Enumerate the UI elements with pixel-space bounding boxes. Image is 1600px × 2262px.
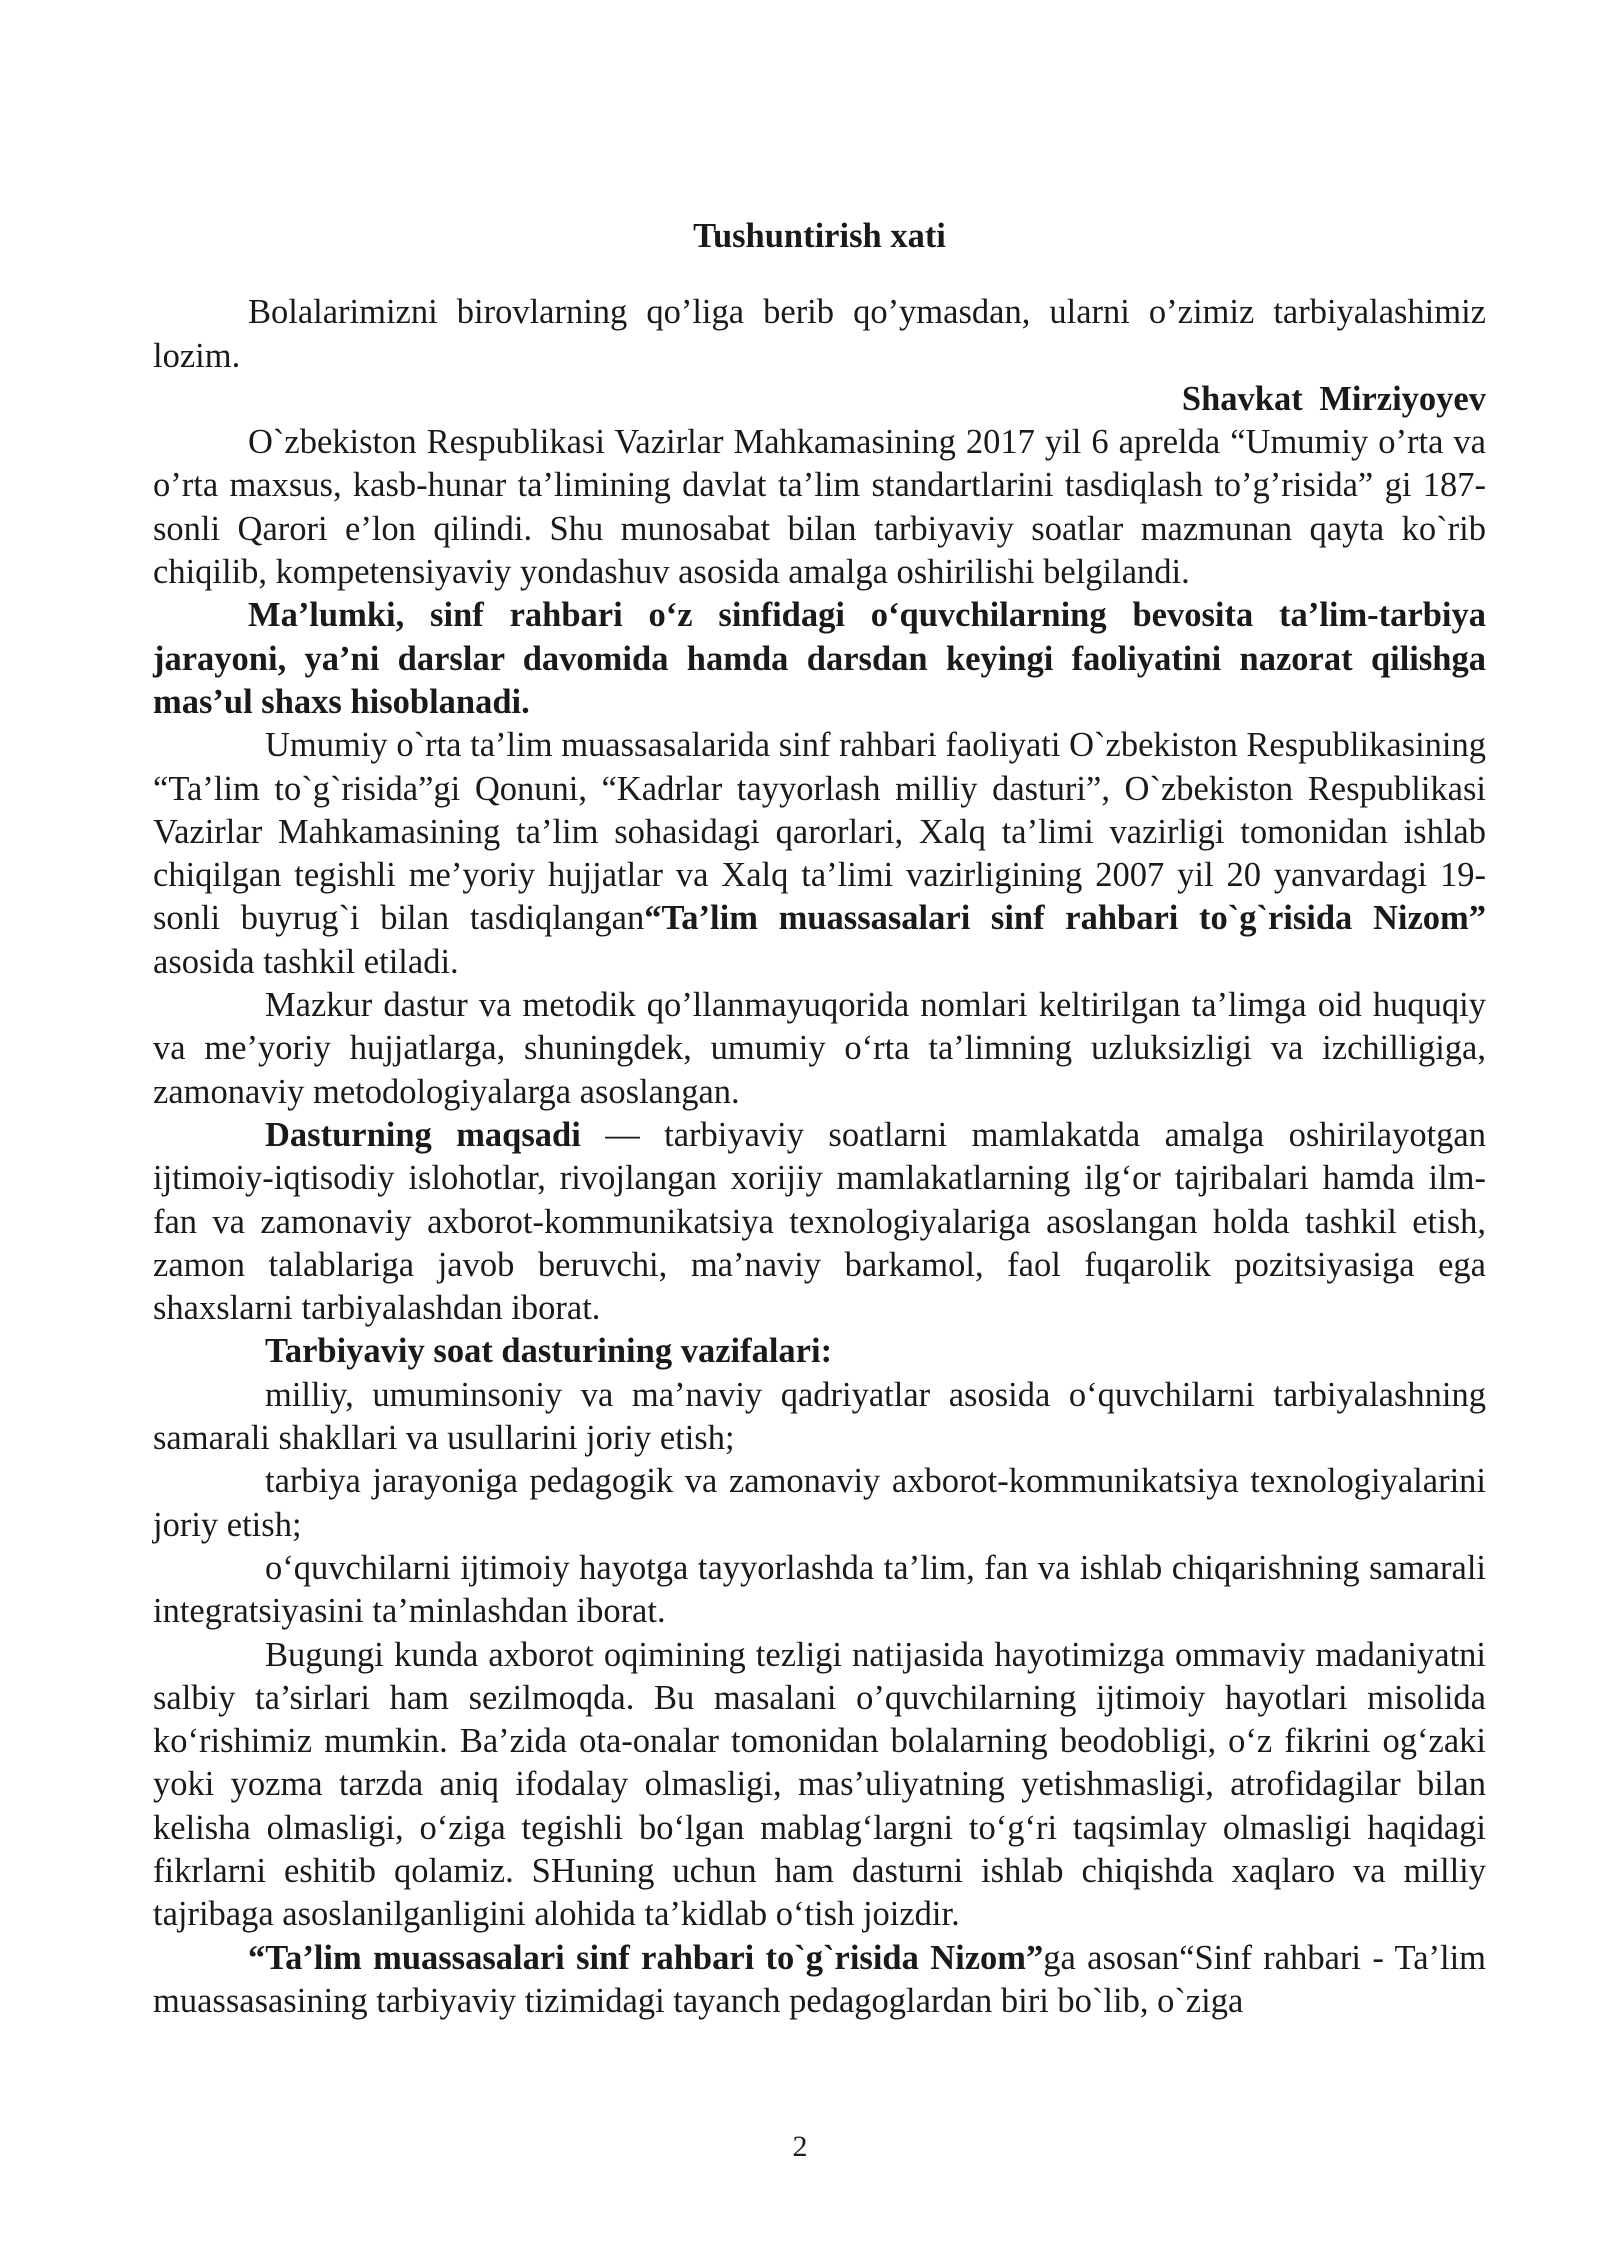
paragraph-regulation-text: ga asosan“Sinf rahbari - Ta’lim muassasasining tarbiyaviy tizimidagi tayanch pedagoglardan biri bo`lib, o`ziga: [153, 1938, 1487, 2020]
paragraph-class-teacher-text: Ma’lumki, sinf rahbari o‘z sinfidagi o‘quvchilarning bevosita ta’lim-tarbiya jarayoni, ya’ni darslar davomida hamda darsdan keyingi faoliyatini nazorat qilishga mas’ul shaxs hisoblanadi.: [153, 596, 1486, 721]
paragraph-program-basis: Mazkur dastur va metodik qo’llanmayuqorida nomlari keltirilgan ta’limga oid huquqiy va me’yoriy hujjatlarga, shuningdek, umumiy o‘rta ta’limning uzluksizligi va izchilligiga, zamonaviy metodologiyalarga asoslangan.: [153, 986, 1486, 1111]
paragraph-legal-basis-start: Umumiy o`rta ta’lim muassasalarida sinf rahbari faoliyati O`zbekiston Respublikasining “Ta’lim to`g`risida”gi Qonuni, “Kadrlar tayyorlash milliy dasturi”, O`zbekiston Respublikasi Vazirlar Mahkamasining ta’lim sohasidagi qarorlari, Xalq ta’limi vazirligi tomonidan ishlab chiqilgan tegishli me’yoriy hujjatlar va Xalq ta’limi vazirligining 2007 yil 20 yanvardagi 19-sonli buyrug`i bilan tasdiqlangan: [153, 726, 1486, 938]
page-number: 2: [792, 2130, 808, 2163]
task-item-3: o‘quvchilarni ijtimoiy hayotga tayyorlashda ta’lim, fan va ishlab chiqarishning samarali integratsiyasini ta’minlashdan iborat.: [153, 1548, 1486, 1631]
paragraph-program-goal: [153, 1114, 1486, 1330]
epigraph-author: Shavkat Mirziyoyev: [1181, 379, 1486, 418]
document-title: Tushuntirish xati: [693, 217, 946, 255]
tasks-heading: [153, 1330, 1486, 1373]
epigraph-quote: Bolalarimizni birovlarning qo’liga berib qo’ymasdan, ularni o’zimiz tarbiyalashimiz lozim.: [153, 293, 1486, 375]
tasks-heading-text: Tarbiyaviy soat dasturining vazifalari:: [265, 1332, 833, 1371]
task-item-2: tarbiya jarayoniga pedagogik va zamonaviy axborot-kommunikatsiya texnologiyalarini joriy etish;: [153, 1462, 1486, 1544]
paragraph-mass-culture: Bugungi kunda axborot oqimining tezligi natijasida hayotimizga ommaviy madaniyatni salbiy ta’sirlari ham sezilmoqda. Bu masalani o’quvchilarning ijtimoiy hayotlari misolida ko‘rishimiz mumkin. Ba’zida ota-onalar tomonidan bolalarning beodobligi, o‘z fikrini og‘zaki yoki yozma tarzda aniq ifodalay olmasligi, mas’uliyatning yetishmasligi, atrofidagilar bilan kelisha olmasligi, o‘ziga tegishli bo‘lgan mablag‘largni to‘g‘ri taqsimlay olmasligi haqidagi fikrlarni eshitib qolamiz. SHuning uchun ham dasturni ishlab chiqishda xaqlaro va milliy tajribaga asoslanilganligini alohida ta’kidlab o‘tish joizdir.: [153, 1635, 1486, 1934]
regulation-title: “Ta’lim muassasalari sinf rahbari to`g`risida Nizom”: [644, 899, 1486, 938]
regulation-title-2: “Ta’lim muassasalari sinf rahbari to`g`risida Nizom”: [248, 1938, 1044, 1977]
document-page: [153, 215, 1486, 2023]
paragraph-class-teacher: [153, 594, 1486, 724]
paragraph-regulation: [153, 1937, 1486, 2024]
program-goal-text: — tarbiyaviy soatlarni mamlakatda amalga oshirilayotgan ijtimoiy-iqtisodiy islohotlar, rivojlangan xorijiy mamlakatlarning ilg‘or tajribalari hamda ilm-fan va zamonaviy axborot-kommunikatsiya texnologiyalariga asoslangan holda tashkil etish, zamon talablariga javob beruvchi, ma’naviy barkamol, faol fuqarolik pozitsiyasiga ega shaxslarni tarbiyalashdan iborat.: [153, 1115, 1486, 1328]
paragraph-legal-basis-end: asosida tashkil etiladi.: [153, 942, 459, 981]
paragraph-legal-basis: [153, 724, 1486, 984]
program-goal-label: Dasturning maqsadi: [265, 1115, 581, 1154]
task-item-1: milliy, umuminsoniy va ma’naviy qadriyatlar asosida o‘quvchilarni tarbiyalashning samarali shakllari va usullarini joriy etish;: [153, 1375, 1486, 1458]
paragraph-decree: O`zbekiston Respublikasi Vazirlar Mahkamasining 2017 yil 6 aprelda “Umumiy o’rta va o’rta maxsus, kasb-hunar ta’limining davlat ta’lim standartlarini tasdiqlash to’g’risida” gi 187-sonli Qarori e’lon qilindi. Shu munosabat bilan tarbiyaviy soatlar mazmunan qayta ko`rib chiqilib, kompetensiyaviy yondashuv asosida amalga oshirilishi belgilandi.: [153, 423, 1486, 592]
